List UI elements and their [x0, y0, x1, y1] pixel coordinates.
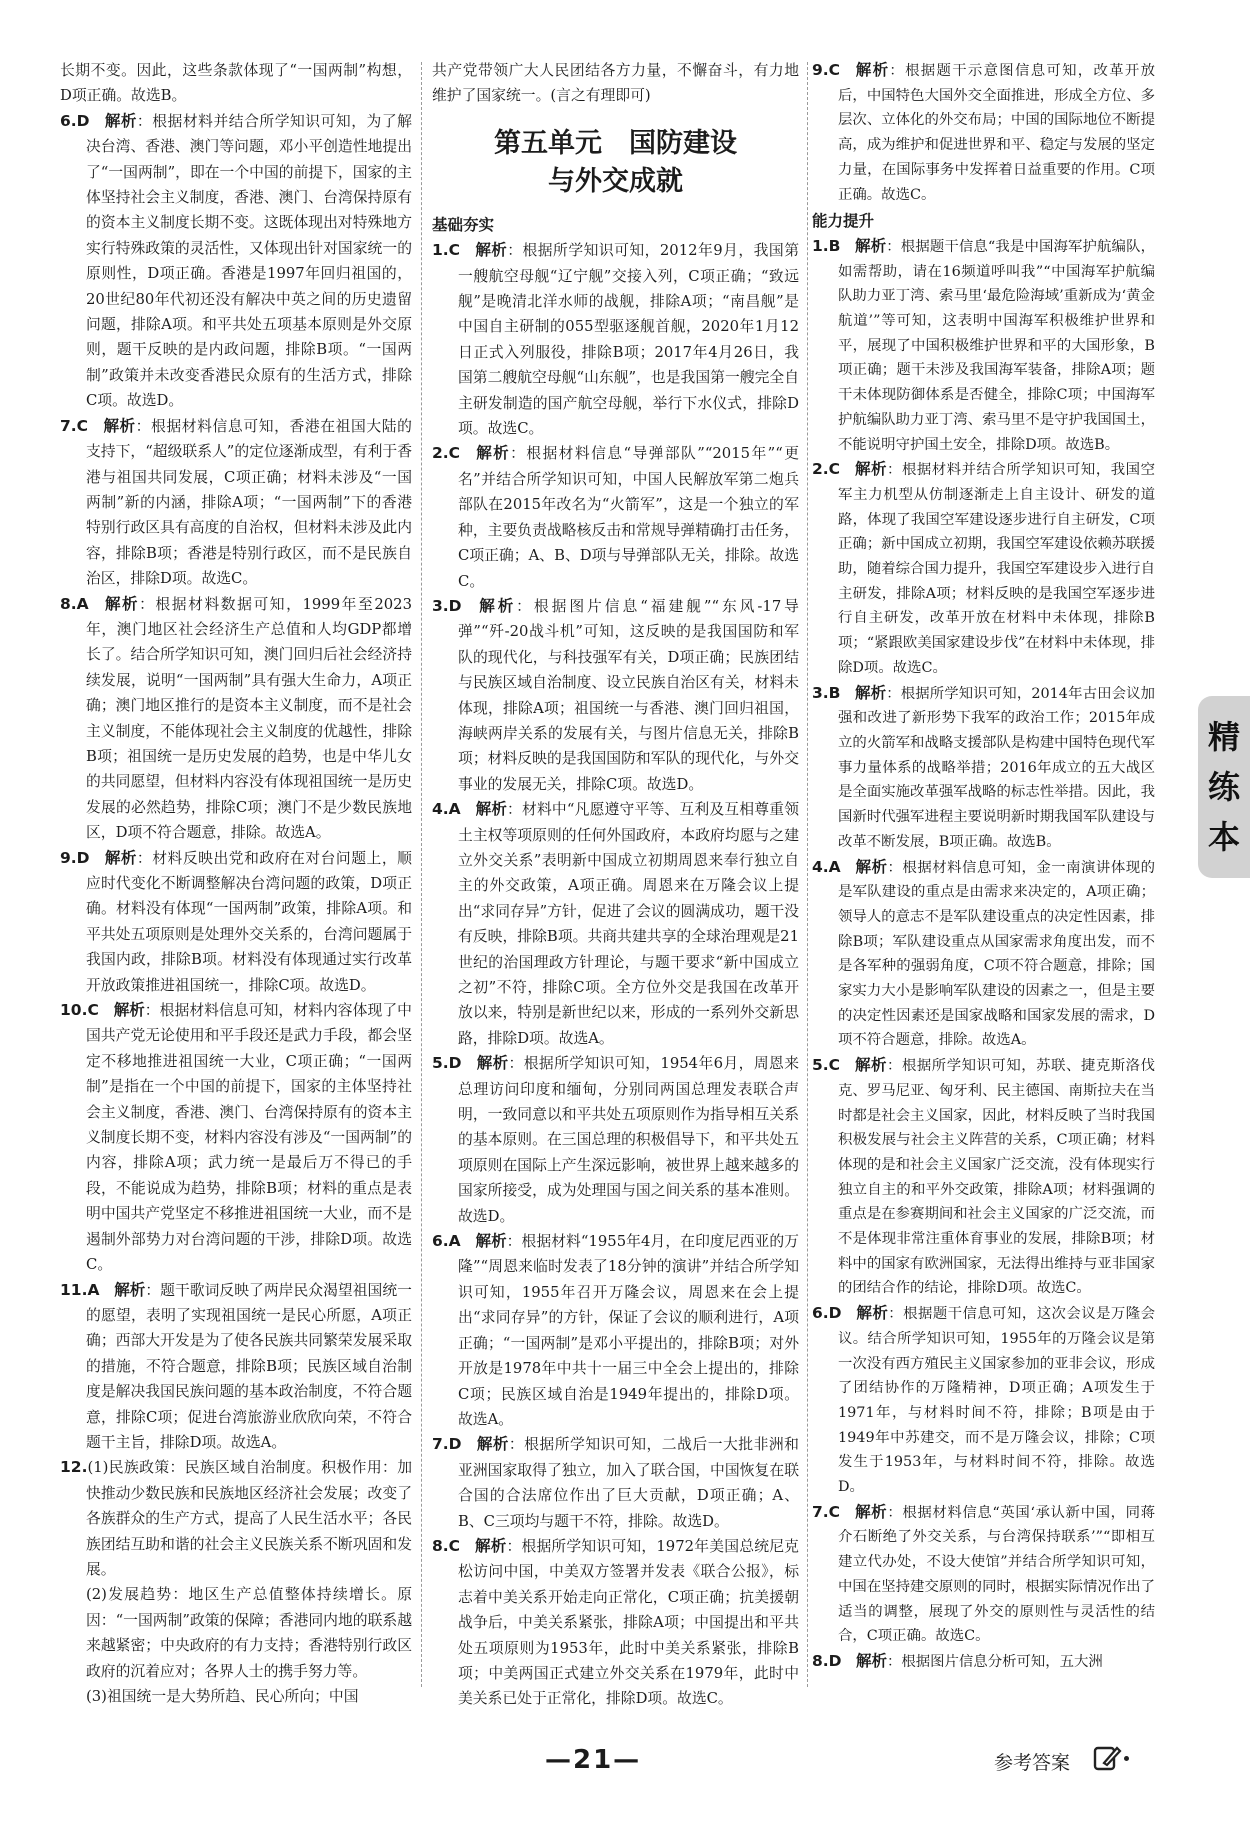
analysis-label: 解析 [854, 1502, 888, 1521]
analysis-label: 解析 [855, 857, 888, 876]
answer-text: ：根据材料信息可知，金一南演讲体现的是军队建设的重点是由需求来决定的，A项正确；领导人的意志不是军队建设重点的决定性因素，排除B项；军队建设重点从国家需求角度出发，而不是各军种的强弱角度，C项不符合题意，排除；国家实力大小是影响军队建设的因素之一，但是主要的决定性因素还是国家战略和国家发展的需求，D项不符合题意，排除。故选A。 [838, 859, 1155, 1049]
analysis-label: 解析 [103, 594, 140, 613]
answer-item [812, 457, 1155, 680]
analysis-label: 解析 [854, 61, 890, 79]
column-divider [807, 62, 808, 1687]
answer-text: ：根据材料并结合所学知识可知，我国空军主力机型从仿制逐渐走上自主设计、研发的道路，体现了我国空军建设逐步进行自主研发，C项正确；新中国成立初期，我国空军建设依赖苏联援助，随着综合国力提升，我国空军建设步入进行自主研发，排除A项；材料反映的是我国空军逐步进行自主研发，改革开放在材料中未体现，排除B项；“紧跟欧美国家建设步伐”在材料中未体现，排除D项。故选C。 [838, 462, 1155, 676]
unit-title-line1: 第五单元 国防建设 [494, 127, 737, 159]
answer-text: ：根据题干示意图信息可知，改革开放后，中国特色大国外交全面推进，形成全方位、多层次、立体化的外交布局；中国的国际地位不断提高，成为维护和促进世界和平、稳定与发展的坚定力量，在国际事务中发挥着日益重要的作用。C项正确。故选C。 [838, 63, 1155, 203]
question-number: 6.A [432, 1232, 461, 1251]
side-tab-char: 本 [1207, 818, 1240, 856]
answer-item [432, 797, 799, 1051]
answer-text: ：根据材料“1955年4月，在印度尼西亚的万隆”“周恩来临时发表了18分钟的演讲”并结合所学知识可知，1955年召开万隆会议，周恩来在会上提出“求同存异”的方针，保证了会议的顺利进行，A项正确；“一国两制”是邓小平提出的，排除B项；对外开放是1978年中共十一届三中全会上提出的，排除C项；民族区域自治是1949年提出的，排除D项。故选A。 [458, 1233, 799, 1428]
question-number: 3.D [432, 596, 462, 615]
answer-text: ：题干歌词反映了两岸民众渴望祖国统一的愿望，表明了实现祖国统一是民心所愿，A项正确；西部大开发是为了使各民族共同繁荣发展采取的措施，不符合题意，排除B项；民族区域自治制度是解决我国民族问题的基本政治制度，不符合题意，排除C项；促进台湾旅游业欣欣向荣，不符合题干主旨，排除D项。故选A。 [86, 1281, 412, 1451]
answer-text: (1)民族政策：民族区域自治制度。积极作用：加快推动少数民族和民族地区经济社会发展；改变了各族群众的生产方式，提高了人民生活水平；各民族团结互助和谐的社会主义民族关系不断巩固和发展。 [86, 1459, 412, 1578]
answer-text: ：材料反映出党和政府在对台问题上，顺应时代变化不断调整解决台湾问题的政策，D项正确。材料没有体现“一国两制”政策，排除A项。和平共处五项原则是处理外交关系的，台湾问题属于我国内政，排除B项。材料没有体现通过实行改革开放政策推进祖国统一，排除C项。故选D。 [86, 849, 412, 994]
analysis-label: 解析 [476, 596, 517, 615]
answer-item [432, 1432, 799, 1534]
answer-item [432, 1229, 799, 1432]
answer-text: ：根据题干信息可知，这次会议是万隆会议。结合所学知识可知，1955年的万隆会议是第一次没有西方殖民主义国家参加的亚非会议，形成了团结协作的万隆精神，D项正确；A项发生于1971年，与材料时间不符，排除；B项是由于1949年中苏建交，而不是万隆会议，排除；C项发生于1953年，与材料时间不符，排除。故选D。 [838, 1306, 1155, 1496]
side-tab [1198, 696, 1250, 878]
analysis-label: 解析 [475, 800, 507, 819]
analysis-label: 解析 [114, 1280, 146, 1299]
answer-text: ：根据材料信息可知，香港在祖国大陆的支持下，“超级联系人”的定位逐渐成型，有利于香港与祖国共同发展，C项正确；材料未涉及“一国两制”新的内涵，排除A项；“一国两制”下的香港特别行政区具有高度的自治权，但材料未涉及此内容，排除B项；香港是特别行政区，而不是民族自治区，排除D项。故选C。 [86, 417, 412, 588]
column-divider [421, 62, 422, 1687]
unit-title [432, 125, 799, 201]
answer-item [432, 594, 799, 797]
answer-item [432, 238, 799, 441]
answer-item [812, 1053, 1155, 1301]
answer-text: (2)发展趋势：地区生产总值整体持续增长。原因：“一国两制”政策的保障；香港同内地的联系越来越紧密；中央政府的有力支持；香港特别行政区政府的沉着应对；各界人士的携手努力等。 [86, 1586, 412, 1680]
answer-item [812, 58, 1155, 207]
analysis-label: 解析 [476, 1435, 509, 1454]
question-number: 7.C [812, 1502, 841, 1521]
answer-item [60, 592, 412, 846]
footer-dot [1124, 1756, 1129, 1761]
continued-answer: 共产党带领广大人民团结各方力量，不懈奋斗，有力地维护了国家统一。(言之有理即可) [432, 62, 799, 105]
answer-item [60, 846, 412, 998]
question-number: 4.A [812, 857, 841, 876]
analysis-label: 解析 [855, 1652, 887, 1670]
answer-item [812, 234, 1155, 457]
answer-text: ：根据图片信息分析可知，五大洲 [886, 1654, 1103, 1670]
answer-text: ：根据材料并结合所学知识可知，为了解决台湾、香港、澳门等问题，邓小平创造性地提出了“一国两制”，即在一个中国的前提下，国家的主体坚持社会主义制度，香港、澳门、台湾保持原有的资本主义制度长期不变。这既体现出对特殊地方实行特殊政策的灵活性，又体现出针对国家统一的原则性，D项正确。香港是1997年回归祖国的，20世纪80年代初还没有解决中英之间的历史遗留问题，排除A项。和平共处五项基本原则是外交原则，题干反映的是内政问题，排除B项。“一国两制”政策并未改变香港民众原有的生活方式，排除C项。故选D。 [86, 112, 412, 410]
analysis-label: 解析 [474, 241, 508, 260]
page-number: —21— [545, 1745, 642, 1775]
question-number: 10.C [60, 1001, 99, 1020]
answer-item [60, 109, 412, 414]
question-number: 6.D [60, 111, 90, 130]
answer-item [60, 998, 412, 1277]
side-tab-char: 精 [1207, 718, 1240, 756]
analysis-label: 解析 [854, 460, 888, 479]
analysis-label: 解析 [854, 236, 887, 255]
answer-item [432, 1534, 799, 1712]
answer-text: ：根据所学知识可知，二战后一大批非洲和亚洲国家取得了独立，加入了联合国，中国恢复在联合国的合法席位作出了巨大贡献，D项正确；A、B、C三项均与题干不符，排除。故选D。 [458, 1436, 799, 1530]
answer-item [812, 1301, 1155, 1500]
answer-text: ：根据图片信息“福建舰”“东风-17导弹”“歼-20战斗机”可知，这反映的是我国国防和军队的现代化，与科技强军有关，D项正确；民族团结与民族区域自治制度、设立民族自治区有关，材料未体现，排除A项；祖国统一与香港、澳门回归祖国，海峡两岸关系的发展有关，与图片信息无关，排除B项；材料反映的是我国国防和军队的现代化，与外交事业的发展无关，排除C项。故选D。 [458, 597, 799, 793]
question-number: 7.D [432, 1435, 462, 1454]
answer-item [812, 1500, 1155, 1649]
answer-item [812, 681, 1155, 855]
answer-text: 长期不变。因此，这些条款体现了“一国两制”构想，D项正确。故选B。 [60, 62, 412, 105]
question-number: 8.D [812, 1652, 842, 1670]
question-number: 9.C [812, 61, 841, 79]
answer-text: ：根据所学知识可知，1954年6月，周恩来总理访问印度和缅甸，分别同两国总理发表联合声明，一致同意以和平共处五项原则作为指导相互关系的基本原则。在三国总理的积极倡导下，和平共处五项原则在国际上产生深远影响，被世界上越来越多的国家所接受，成为处理国与国之间关系的基本准则。故选D。 [458, 1055, 799, 1225]
answer-column-right [812, 58, 1155, 1675]
answer-text: ：根据材料信息“导弹部队”“2015年”“更名”并结合所学知识可知，中国人民解放军第二炮兵部队在2015年改名为“火箭军”，这是一个独立的军种，主要负责战略核反击和常规导弹精确打击任务，C项正确；A、B、D项与导弹部队无关，排除。故选C。 [458, 445, 799, 590]
question-number: 8.C [432, 1536, 461, 1555]
question-number: 8.A [60, 594, 89, 613]
answer-item [60, 414, 412, 592]
answer-text: ：根据所学知识可知，2012年9月，我国第一艘航空母舰“辽宁舰”交接入列，C项正确；“致远舰”是晚清北洋水师的战舰，排除A项；“南昌舰”是中国自主研制的055型驱逐舰首舰，2020年1月12日正式入列服役，排除B项；2017年4月26日，我国第二艘航空母舰“山东舰”，也是我国第一艘完全自主研发制造的国产航空母舰，举行下水仪式，排除D项。故选C。 [458, 242, 799, 438]
side-tab-char: 练 [1207, 768, 1240, 806]
answer-item [60, 1455, 412, 1582]
answer-item [432, 441, 799, 593]
question-number: 1.C [432, 241, 461, 260]
question-number: 9.D [60, 848, 90, 867]
analysis-label: 解析 [476, 1054, 509, 1073]
question-number: 2.C [812, 460, 841, 479]
answer-item [812, 855, 1155, 1054]
analysis-label: 解析 [475, 1232, 507, 1251]
question-number: 5.C [812, 1056, 841, 1075]
pen-note-icon [1092, 1743, 1122, 1773]
answer-column-middle [432, 58, 799, 1712]
question-number: 12. [60, 1458, 88, 1477]
question-number: 11.A [60, 1280, 100, 1299]
unit-title-line2: 与外交成就 [548, 165, 683, 197]
analysis-label: 解析 [113, 1001, 145, 1020]
answer-text: ：根据材料数据可知，1999年至2023年，澳门地区社会经济生产总值和人均GDP都增长了。结合所学知识可知，澳门回归后社会经济持续发展，说明“一国两制”具有强大生命力，A项正确；澳门地区推行的是资本主义制度，而不是社会主义制度，不能体现社会主义制度的优越性，排除B项；祖国统一是历史发展的趋势，也是中华儿女的共同愿望，但材料内容没有体现祖国统一是历史发展的必然趋势，排除C项；澳门不是少数民族地区，D项不符合题意，排除。故选A。 [86, 595, 412, 842]
answer-text: ：根据题干信息“我是中国海军护航编队，如需帮助，请在16频道呼叫我”“中国海军护航编队助力亚丁湾、索马里‘最危险海域’重新成为‘黄金航道’”等可知，这表明中国海军积极维护世界和平，展现了中国积极维护世界和平的大国形象，B项正确；题干未涉及我国海军装备，排除A项；题干未体现防御体系是否健全，排除C项；中国海军护航编队助力亚丁湾、索马里不是守护我国国土，不能说明守护国土安全，排除D项。故选B。 [838, 238, 1155, 453]
footer-label: 参考答案 [994, 1752, 1071, 1774]
answer-item [432, 1051, 799, 1229]
answer-list [432, 238, 799, 1712]
answer-item [60, 1278, 412, 1456]
answer-text: ：根据材料信息可知，材料内容体现了中国共产党无论使用和平手段还是武力手段，都会坚定不移地推进祖国统一大业，C项正确；“一国两制”是指在一个中国的前提下，国家的主体坚持社会主义制度，香港、澳门、台湾保持原有的资本主义制度长期不变，材料内容没有涉及“一国两制”的内容，排除A项；武力统一是最后万不得已的手段，不能说成为趋势，排除B项；材料的重点是表明中国共产党坚定不移推进祖国统一大业，而不是遏制外部势力对台湾问题的干涉，排除D项。故选C。 [86, 1002, 412, 1274]
question-number: 1.B [812, 236, 841, 255]
analysis-label: 解析 [855, 1304, 889, 1323]
answer-text: (3)祖国统一是大势所趋、民心所向；中国 [86, 1688, 359, 1705]
answer-item [812, 1649, 1155, 1675]
analysis-label: 解析 [104, 848, 137, 867]
answer-text: ：材料中“凡愿遵守平等、互利及互相尊重领土主权等项原则的任何外国政府，本政府均愿与之建立外交关系”表明新中国成立初期周恩来奉行独立自主的外交政策，A项正确。周恩来在万隆会议上提出“求同存异”方针，促进了会议的圆满成功，题干没有反映，排除B项。共商共建共享的全球治理观是21世纪的治国理政方针理论，与题干要求“新中国成立之初”不符，排除C项。全方位外交是我国在改革开放以来，特别是新世纪以来，形成的一系列外交新思路，排除D项。故选A。 [458, 801, 799, 1047]
answer-text: ：根据所学知识可知，1972年美国总统尼克松访问中国，中美双方签署并发表《联合公报》，标志着中美关系开始走向正常化，C项正确；抗美援朝战争后，中美关系紧张，排除A项；中国提出和平共处五项原则为1953年，此时中美关系紧张，排除B项；中美两国正式建立外交关系在1979年，此时中美关系已处于正常化，排除D项。故选C。 [458, 1537, 799, 1708]
section-heading: 能力提升 [812, 212, 875, 231]
question-number: 7.C [60, 416, 89, 435]
analysis-label: 解析 [854, 683, 887, 702]
analysis-label: 解析 [474, 444, 511, 463]
analysis-label: 解析 [474, 1536, 507, 1555]
answer-text: ：根据材料信息“英国‘承认新中国，同蒋介石断绝了外交关系，与台湾保持联系’”“即相互建立代办处，不设大使馆”并结合所学知识可知，中国在坚持建交原则的同时，根据实际情况作出了适当的调整，展现了外交的原则性与灵活性的结合，C项正确。故选C。 [838, 1504, 1155, 1645]
question-number: 5.D [432, 1054, 462, 1073]
answer-text: ：根据所学知识可知，苏联、捷克斯洛伐克、罗马尼亚、匈牙利、民主德国、南斯拉夫在当时都是社会主义国家，因此，材料反映了当时我国积极发展与社会主义阵营的关系，C项正确；材料体现的是和社会主义国家广泛交流，没有体现实行独立自主的和平外交政策，排除A项；材料强调的重点是在参赛期间和社会主义国家的广泛交流，而不是体现非常注重体育事业的发展，排除B项；材料中的国家有欧洲国家，无法得出维持与亚非国家的团结合作的结论，排除D项。故选C。 [838, 1058, 1155, 1297]
question-number: 6.D [812, 1304, 842, 1323]
answer-column-left [60, 58, 412, 1709]
question-number: 2.C [432, 444, 461, 463]
answer-text: ：根据所学知识可知，2014年古田会议加强和改进了新形势下我军的政治工作；2015年成立的火箭军和战略支援部队是构建中国特色现代军事力量体系的战略举措；2016年成立的五大战区是全面实施改革强军战略的标志性举措。因此，我国新时代强军进程主要说明新时期我国军队建设与改革不断发展，B项正确。故选B。 [838, 685, 1155, 850]
question-number: 3.B [812, 683, 841, 702]
analysis-label: 解析 [104, 111, 137, 130]
section-heading: 基础夯实 [432, 215, 495, 234]
question-number: 4.A [432, 800, 461, 819]
analysis-label: 解析 [854, 1056, 888, 1075]
analysis-label: 解析 [102, 416, 136, 435]
